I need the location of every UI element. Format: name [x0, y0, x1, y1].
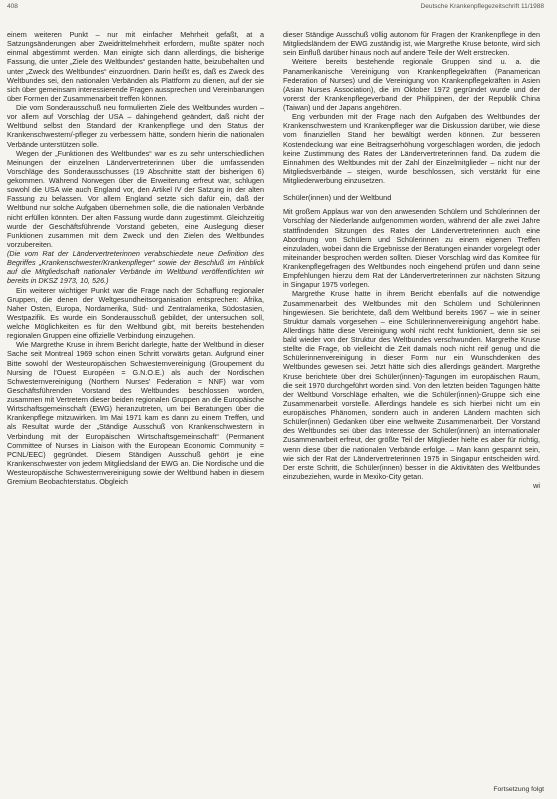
- right-text-column: [283, 30, 540, 782]
- paragraph: dieser Ständige Ausschuß völlig autonom für Fragen der Krankenpflege in den Mitgliedsländern der EWG zuständig ist, wie Margrethe Kruse betonte, wird sich sein Einfluß darüber hinaus noch auf andere Teile der Welt erstrecken.: [283, 30, 540, 58]
- continued-note: Fortsetzung folgt: [493, 786, 544, 793]
- paragraph: einem weiteren Punkt – nur mit einfacher Mehrheit gefaßt, at a Satzungsänderungen aber Zweidrittelmehrheit erfordern, mußte später noch einmal abgestimmt werden. Man einigte sich dann allerdings, die bisherige Fassung, die unter „Ziele des Weltbundes“ gestanden hatte, beizubehalten und unter „Zweck des Weltbundes“ einzuordnen. Darin heißt es, daß es Zweck des Weltbundes sei, den nationalen Verbänden als Plattform zu dienen, auf der sie sich über gemeinsam interessierende Fragen aussprechen und Vereinbarungen über Formen der Zusammenarbeit treffen können.: [7, 30, 264, 103]
- page-number: 408: [7, 3, 18, 10]
- author-signature: wi: [533, 481, 540, 490]
- paragraph: Ein weiterer wichtiger Punkt war die Frage nach der Schaffung regionaler Gruppen, die denen der Weltgesundheitsorganisation entsprechen: Afrika, Naher Osten, Europa, Nordamerika, Süd- und Zentralamerika, Südostasien, Westpazifik. Es wurde ein Sonderausschuß gebildet, der untersuchen soll, welche Möglichkeiten es für den Weltbund gibt, mit bereits bestehenden regionalen Gruppen eine offizielle Verbindung einzugehen.: [7, 285, 264, 341]
- paragraph: Die vom Sonderausschuß neu formulierten Ziele des Weltbundes wurden – vor allem auf Vorschlag der USA – dahingehend geändert, daß nicht der Weltbund selbst den Standard der Krankenpflege und den Status der Krankenschwestern/-pfleger zu verbessern hätte, sondern hierin die nationalen Verbände unterstützen solle.: [7, 103, 264, 149]
- paragraph: Eng verbunden mit der Frage nach den Aufgaben des Weltbundes der Krankenschwestern und Krankenpfleger war die Diskussion darüber, wie diese vom finanziellen Stand her bewältigt werden können. Zur besseren Kostendeckung war eine Beitragserhöhung vorgeschlagen worden, die jedoch keine Zustimmung des Rates der Ländervertreterinnen fand. Da zudem die Einnahmen des Weltbundes mit der Zahl der Einzelmitglieder – nicht nur der Mitgliedsverbände – steigen, wurde beschlossen, sich verstärkt für eine Mitgliederwerbung einzusetzen.: [283, 112, 540, 185]
- journal-title: Deutsche Krankenpflegezeitschrift 11/1988: [420, 3, 544, 10]
- paragraph: Wegen der „Funktionen des Weltbundes“ war es zu sehr unterschiedlichen Meinungen der einzelnen Ländervertreterinnen über die umfassenden Vorschläge des Sonderausschusses (19 Abschnitte statt der bisherigen 6) gekommen. Während Norwegen über die Erweiterung erfreut war, schlugen sowohl die USA wie auch England vor, den Artikel IV der Satzung in der alten Fassung zu belassen. Vor allem England setzte sich dafür ein, daß der Weltbund nur solche Aufgaben übernehmen solle, die die nationalen Verbände nicht erfüllen könnten. Der alten Fassung wurde dann zugestimmt. Gleichzeitig wurde der Geschäftsführende Vorstand gebeten, eine Auslegung dieser Funktionen zusammen mit dem Zweck und den Zielen des Weltbundes vorzubereiten.: [7, 148, 264, 249]
- page-header: [7, 3, 544, 13]
- paragraph: Margrethe Kruse hatte in ihrem Bericht ebenfalls auf die notwendige Zusammenarbeit des Weltbundes mit den Schülern und Schülerinnen hingewiesen. Sie berichtete, daß dem Weltbund bereits 1967 – wie in seiner Struktur damals vorgesehen – eine Schülerinnenvereinigung angehört habe. Allerdings hätte diese Vereinigung wohl nicht recht funktioniert, denn sie sei bald wieder von der Struktur des Weltbundes verschwunden. Margrethe Kruse stellte die Frage, ob vielleicht die Zeit damals noch nicht reif genug und die Schülerinnenvereinigung in dieser Form nur ein Wunschdenken des Weltbundes gewesen sei. Jetzt hätte sich dies allerdings geändert. Margrethe Kruse berichtete über drei Schüler(innen)-Tagungen im europäischen Raum, die seit 1970 durchgeführt worden sind. Von den letzten beiden Tagungen hätte der Weltbund Vorschläge erhalten, wie die Schüler(innen)-Gruppe sich eine Zusammenarbeit vorstelle. Allerdings handele es sich hierbei nicht um ein europäisches Phänomen, sondern auch in anderen Ländern machten sich Schüler(innen) Gedanken über eine weltweite Zusammenarbeit. Der Vorstand des Weltbundes sei über das Interesse der Schüler(innen) an internationaler Zusammenarbeit erfreut, der größte Teil der Mitglieder hielte es aber für richtig, wenn diese über die nationalen Verbände erfolge. – Man kann gespannt sein, wie sich der Rat der Ländervertreterinnen 1975 in Singapur entscheiden wird. Der erste Schritt, die Schüler(innen) besser in die Aktivitäten des Weltbundes einzubeziehen, wurde in Mexiko-City getan.: [283, 289, 540, 481]
- paragraph: Wie Margrethe Kruse in ihrem Bericht darlegte, hatte der Weltbund in dieser Sache seit Montreal 1969 schon einen Schritt vorwärts getan. Aufgrund einer Bitte sowohl der Westeuropäischen Schwesternvereinigung (Groupement du Nursing de l'Ouest Européen = G.N.O.E.) als auch der Nordischen Schwesternvereinigung (Northern Nurses' Federation = NNF) war vom Geschäftsführenden Vorstand des Weltbundes beschlossen worden, zusammen mit Vertretern dieser beiden regionalen Gruppen an die Europäische Wirtschaftsgemeinschaft (EWG) heranzutreten, um bei Beratungen über die Krankenpflege mitzuwirken. Im Mai 1971 kam es dann zu einem Treffen, und als Resultat wurde der „Ständige Ausschuß von Krankenschwestern in Verbindung mit der Europäischen Wirtschaftsgemeinschaft“ (Permanent Committee of Nurses in Liaison with the European Economic Community = PCNL/EEC) gegründet. Diesem Ständigen Ausschuß gehört je eine Krankenschwester von jedem Mitgliedsland der EWG an. Die Nordische und die Westeuropäische Schwesternvereinigung sowie der Weltbund haben in diesem Gremium Beobachterstatus. Obgleich: [7, 340, 264, 487]
- paragraph: Weitere bereits bestehende regionale Gruppen sind u. a. die Panamerikanische Vereinigung von Krankenpflegekräften (Panamerican Federation of Nurses) und die Vereinigung von Krankenpflegekräften in Asien (Asian Nurses Association), die im Oktober 1972 gegründet wurde und der vorerst der Krankenpflegeverband der Philippinen, der der Republik China (Taiwan) und der Japans angehören.: [283, 57, 540, 112]
- editorial-note: (Die vom Rat der Ländervertreterinnen verabschiedete neue Definition des Begriffes „Krankenschwester/Krankenpfleger“ sowie der Beschluß im Hinblick auf die Mitgliedschaft nationaler Verbände im Weltbund veröffentlichten wir bereits in DKSZ 1973, 10, 526.): [7, 249, 264, 286]
- left-text-column: [7, 30, 264, 795]
- section-heading: Schüler(innen) und der Weltbund: [283, 193, 392, 203]
- paragraph: Mit großem Applaus war von den anwesenden Schülern und Schülerinnen der Vorschlag der Niederlande aufgenommen worden, während der alle zwei Jahre stattfindenden Sitzungen des Rates der Ländervertreterinnen auch eine Abordnung von Schülern und Schülerinnen zu einem eigenen Treffen einzuladen, wobei dann die Ergebnisse der Beratungen einander vorgelegt oder miteinander besprochen werden sollten. Dieser Vorschlag wird das Komitee für Krankenpflegefragen des Weltbundes noch eingehend prüfen und dann seine Empfehlungen hierzu dem Rat der Ländervertreterinnen zur nächsten Sitzung in Singapur 1975 vorlegen.: [283, 207, 540, 290]
